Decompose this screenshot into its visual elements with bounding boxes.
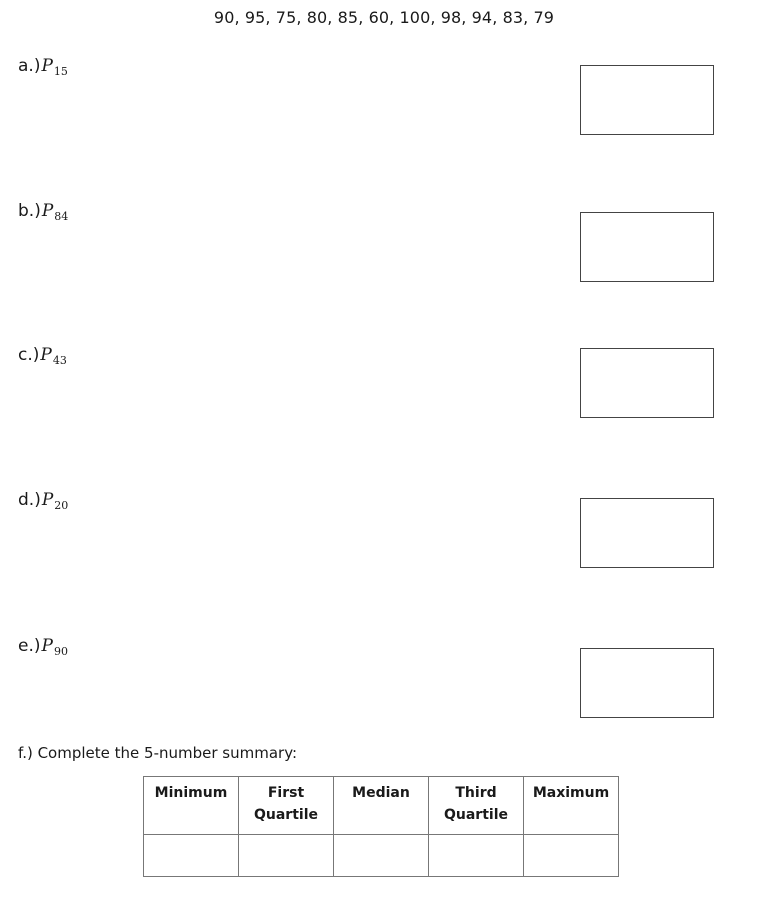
percentile-symbol: P: [41, 56, 53, 76]
percentile-subscript: 20: [54, 499, 69, 512]
question-a: [18, 56, 68, 76]
question-label: c.): [18, 345, 40, 365]
percentile-subscript: 90: [53, 645, 68, 658]
question-label: e.): [18, 636, 41, 656]
question-c: [18, 345, 67, 365]
five-number-summary-table: [143, 776, 619, 877]
answer-box-a[interactable]: [580, 65, 714, 135]
cell-minimum[interactable]: [144, 835, 239, 877]
question-b: [18, 201, 68, 221]
answer-box-e[interactable]: [580, 648, 714, 718]
cell-maximum[interactable]: [524, 835, 619, 877]
header-median: Median: [334, 777, 429, 835]
cell-third-quartile[interactable]: [429, 835, 524, 877]
question-label: a.): [18, 56, 41, 76]
table-header-row: [144, 777, 619, 835]
percentile-symbol: P: [41, 636, 53, 656]
header-maximum: Maximum: [524, 777, 619, 835]
answer-box-d[interactable]: [580, 498, 714, 568]
question-label: b.): [18, 201, 41, 221]
cell-median[interactable]: [334, 835, 429, 877]
percentile-symbol: P: [40, 345, 52, 365]
header-first-quartile: First Quartile: [239, 777, 334, 835]
percentile-symbol: P: [41, 201, 54, 221]
percentile-symbol: P: [41, 490, 54, 510]
question-d: [18, 490, 68, 510]
header-third-quartile: Third Quartile: [429, 777, 524, 835]
table-row: [144, 835, 619, 877]
percentile-subscript: 84: [54, 210, 69, 223]
summary-instruction: f.) Complete the 5-number summary:: [18, 744, 298, 762]
percentile-subscript: 43: [52, 354, 67, 367]
answer-box-c[interactable]: [580, 348, 714, 418]
answer-box-b[interactable]: [580, 212, 714, 282]
question-label: d.): [18, 490, 41, 510]
dataset-values: 90, 95, 75, 80, 85, 60, 100, 98, 94, 83, 79: [213, 8, 555, 27]
cell-first-quartile[interactable]: [239, 835, 334, 877]
question-e: [18, 636, 68, 656]
percentile-subscript: 15: [53, 65, 68, 78]
header-minimum: Minimum: [144, 777, 239, 835]
